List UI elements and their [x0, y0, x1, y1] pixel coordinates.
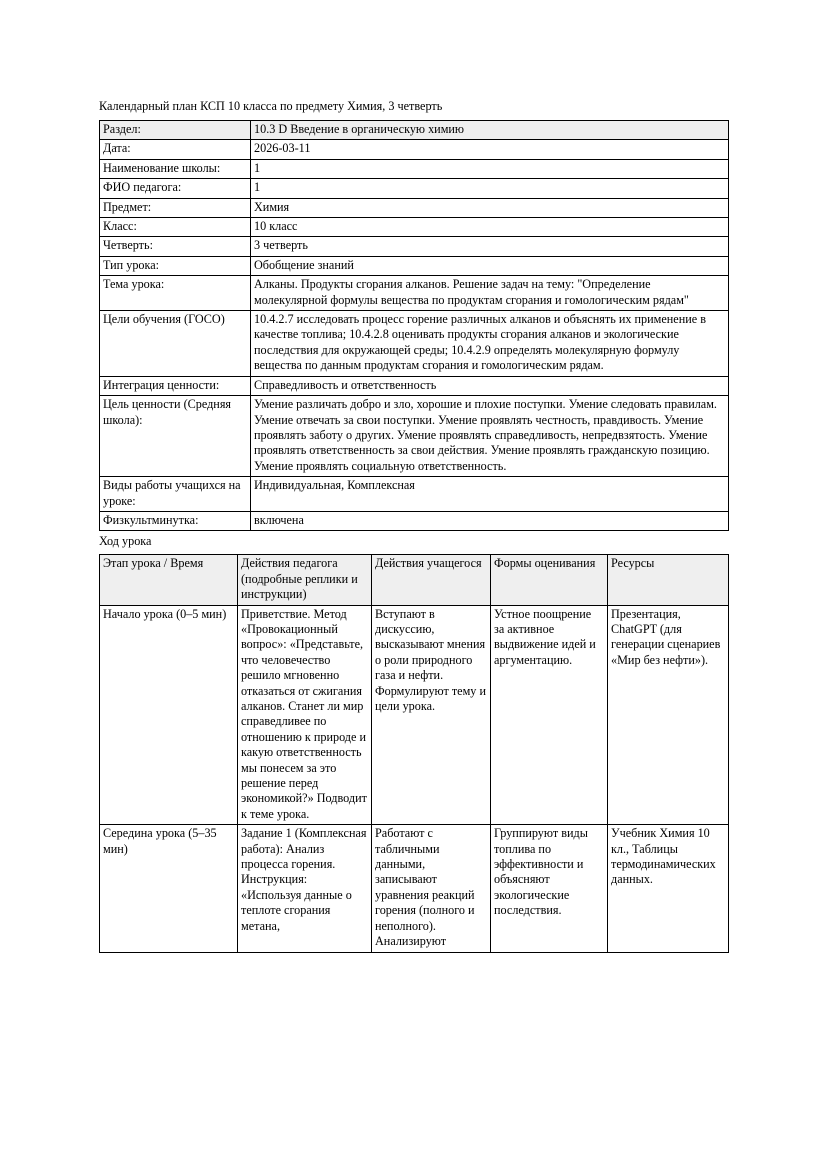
info-label-text: Цели обучения (ГОСО) — [103, 312, 225, 327]
info-label-text: Раздел: — [103, 122, 141, 136]
info-value-cell — [251, 198, 729, 217]
table-row — [100, 198, 729, 217]
info-label-text: Класс: — [103, 219, 137, 234]
assessment-cell — [491, 605, 608, 825]
info-value-cell — [251, 121, 729, 140]
info-label-text: ФИО педагога: — [103, 180, 182, 195]
table-row — [100, 311, 729, 377]
info-label-cell — [100, 376, 251, 395]
info-value-cell — [251, 140, 729, 159]
column-header-teacher-actions-text: Действия педагога (подробные реплики и инструкции) — [241, 556, 358, 602]
assessment-text: Группируют виды топлива по эффективности и объясняют экологические последствия. — [494, 826, 588, 918]
info-value-cell — [251, 276, 729, 311]
table-header-row — [100, 555, 729, 605]
column-header-stage — [100, 555, 238, 605]
student-actions-cell — [372, 825, 491, 952]
info-label-text: Цель ценности (Средняя школа): — [103, 397, 232, 427]
teacher-actions-text: Задание 1 (Комплексная работа): Анализ процесса горения. Инструкция: «Используя данные о теплоте сгорания метана, — [241, 826, 367, 933]
resources-text: Презентация, ChatGPT (для генерации сценариев «Мир без нефти»). — [611, 606, 721, 667]
info-label-cell — [100, 159, 251, 178]
column-header-stage-text: Этап урока / Время — [103, 556, 204, 571]
info-value-cell — [251, 218, 729, 237]
column-header-student-actions — [372, 555, 491, 605]
teacher-actions-cell — [238, 605, 372, 825]
column-header-resources-text: Ресурсы — [611, 556, 655, 571]
student-actions-text: Работают с табличными данными, записывают уравнения реакций горения (полного и неполного). Анализируют — [375, 826, 475, 949]
info-value-cell — [251, 311, 729, 377]
assessment-text: Устное поощрение за активное выдвижение идей и аргументацию. — [494, 606, 596, 667]
table-row — [100, 237, 729, 256]
info-label-cell — [100, 396, 251, 477]
table-row — [100, 159, 729, 178]
lesson-flow-table — [99, 554, 729, 952]
info-label-text: Четверть: — [103, 238, 153, 253]
lesson-flow-head — [100, 555, 729, 605]
info-value-text: включена — [254, 512, 304, 527]
stage-cell — [100, 605, 238, 825]
info-label-cell — [100, 198, 251, 217]
info-label-cell — [100, 477, 251, 512]
stage-text: Середина урока (5–35 мин) — [103, 826, 217, 856]
column-header-resources — [608, 555, 729, 605]
info-label-cell — [100, 511, 251, 530]
info-value-text: Алканы. Продукты сгорания алканов. Решение задач на тему: "Определение молекулярной формулы вещества по продуктам сгорания и гомологическим рядам" — [254, 277, 689, 307]
info-value-cell — [251, 237, 729, 256]
info-value-text: 1 — [254, 160, 261, 175]
info-label-cell — [100, 311, 251, 377]
resources-cell — [608, 605, 729, 825]
table-row — [100, 605, 729, 825]
info-value-cell — [251, 179, 729, 198]
page-title: Календарный план КСП 10 класса по предмету Химия, 3 четверть — [99, 99, 443, 113]
info-label-text: Виды работы учащихся на уроке: — [103, 478, 241, 508]
stage-text: Начало урока (0–5 мин) — [103, 606, 227, 621]
table-row — [100, 825, 729, 952]
info-label-cell — [100, 256, 251, 275]
table-row — [100, 140, 729, 159]
info-value-cell — [251, 477, 729, 512]
table-row — [100, 477, 729, 512]
info-value-text: Умение различать добро и зло, хорошие и плохие поступки. Умение следовать правилам. Умение отвечать за свои поступки. Умение проявлять честность, правдивость. Умение проявлять заботу о других. Умение проявлять справедливость, непредвзятость. Умение проявлять ответственность за свои действия. Умение проявлять гражданскую позицию. Умение проявлять социальную ответственность. — [254, 397, 717, 473]
info-label-cell — [100, 121, 251, 140]
table-row — [100, 396, 729, 477]
teacher-actions-cell — [238, 825, 372, 952]
resources-text: Учебник Химия 10 кл., Таблицы термодинамических данных. — [611, 826, 716, 887]
info-label-text: Физкультминутка: — [103, 512, 199, 527]
column-header-assessment-text: Формы оценивания — [494, 556, 596, 571]
info-value-text: 3 четверть — [254, 238, 308, 253]
info-label-text: Тема урока: — [103, 277, 165, 292]
teacher-actions-text: Приветствие. Метод «Провокационный вопрос»: «Представьте, что человечество решило мгновенно отказаться от сжигания алканов. Станет ли мир справедливее по отношению к природе и какую ответственность мы понесем за это решение перед экономикой?» Подводит к теме урока. — [241, 606, 367, 821]
stage-cell — [100, 825, 238, 952]
info-value-text: 10 класс — [254, 219, 298, 234]
info-value-text: Индивидуальная, Комплексная — [254, 478, 415, 493]
info-label-cell — [100, 179, 251, 198]
info-label-cell — [100, 140, 251, 159]
table-row — [100, 376, 729, 395]
table-row — [100, 179, 729, 198]
lesson-info-body — [100, 121, 729, 531]
info-value-cell — [251, 376, 729, 395]
table-row — [100, 121, 729, 140]
lesson-flow-body — [100, 605, 729, 952]
info-value-text: 1 — [254, 180, 261, 195]
column-header-student-actions-text: Действия учащегося — [375, 556, 482, 571]
table-row — [100, 256, 729, 275]
info-value-cell — [251, 256, 729, 275]
resources-cell — [608, 825, 729, 952]
info-value-cell — [251, 396, 729, 477]
column-header-teacher-actions — [238, 555, 372, 605]
info-label-text: Дата: — [103, 141, 131, 156]
table-row — [100, 218, 729, 237]
info-value-text: 10.3 D Введение в органическую химию — [254, 122, 465, 136]
table-row — [100, 511, 729, 530]
info-label-text: Интеграция ценности: — [103, 377, 220, 392]
info-label-cell — [100, 276, 251, 311]
info-value-text: 10.4.2.7 исследовать процесс горение различных алканов и объяснять их применение в качестве топлива; 10.4.2.8 оценивать продукты сгорания алканов и экологические последствия для окружающей среды; 10.4.2.9 определять молекулярную формулу вещества по данным продуктам сгорания и гомологическим рядам. — [254, 312, 706, 373]
lesson-info-table — [99, 120, 729, 531]
column-header-assessment — [491, 555, 608, 605]
lesson-flow-caption: Ход урока — [99, 534, 152, 549]
info-value-cell — [251, 159, 729, 178]
info-value-cell — [251, 511, 729, 530]
info-label-text: Предмет: — [103, 199, 152, 214]
info-label-cell — [100, 218, 251, 237]
info-value-text: Химия — [254, 199, 290, 214]
table-row — [100, 276, 729, 311]
info-value-text: Справедливость и ответственность — [254, 377, 437, 392]
info-value-text: Обобщение знаний — [254, 257, 354, 272]
info-value-text: 2026-03-11 — [254, 141, 311, 156]
student-actions-cell — [372, 605, 491, 825]
info-label-text: Наименование школы: — [103, 160, 221, 175]
info-label-cell — [100, 237, 251, 256]
info-label-text: Тип урока: — [103, 257, 160, 272]
assessment-cell — [491, 825, 608, 952]
student-actions-text: Вступают в дискуссию, высказывают мнения о роли природного газа и нефти. Формулируют тему и цели урока. — [375, 606, 486, 713]
